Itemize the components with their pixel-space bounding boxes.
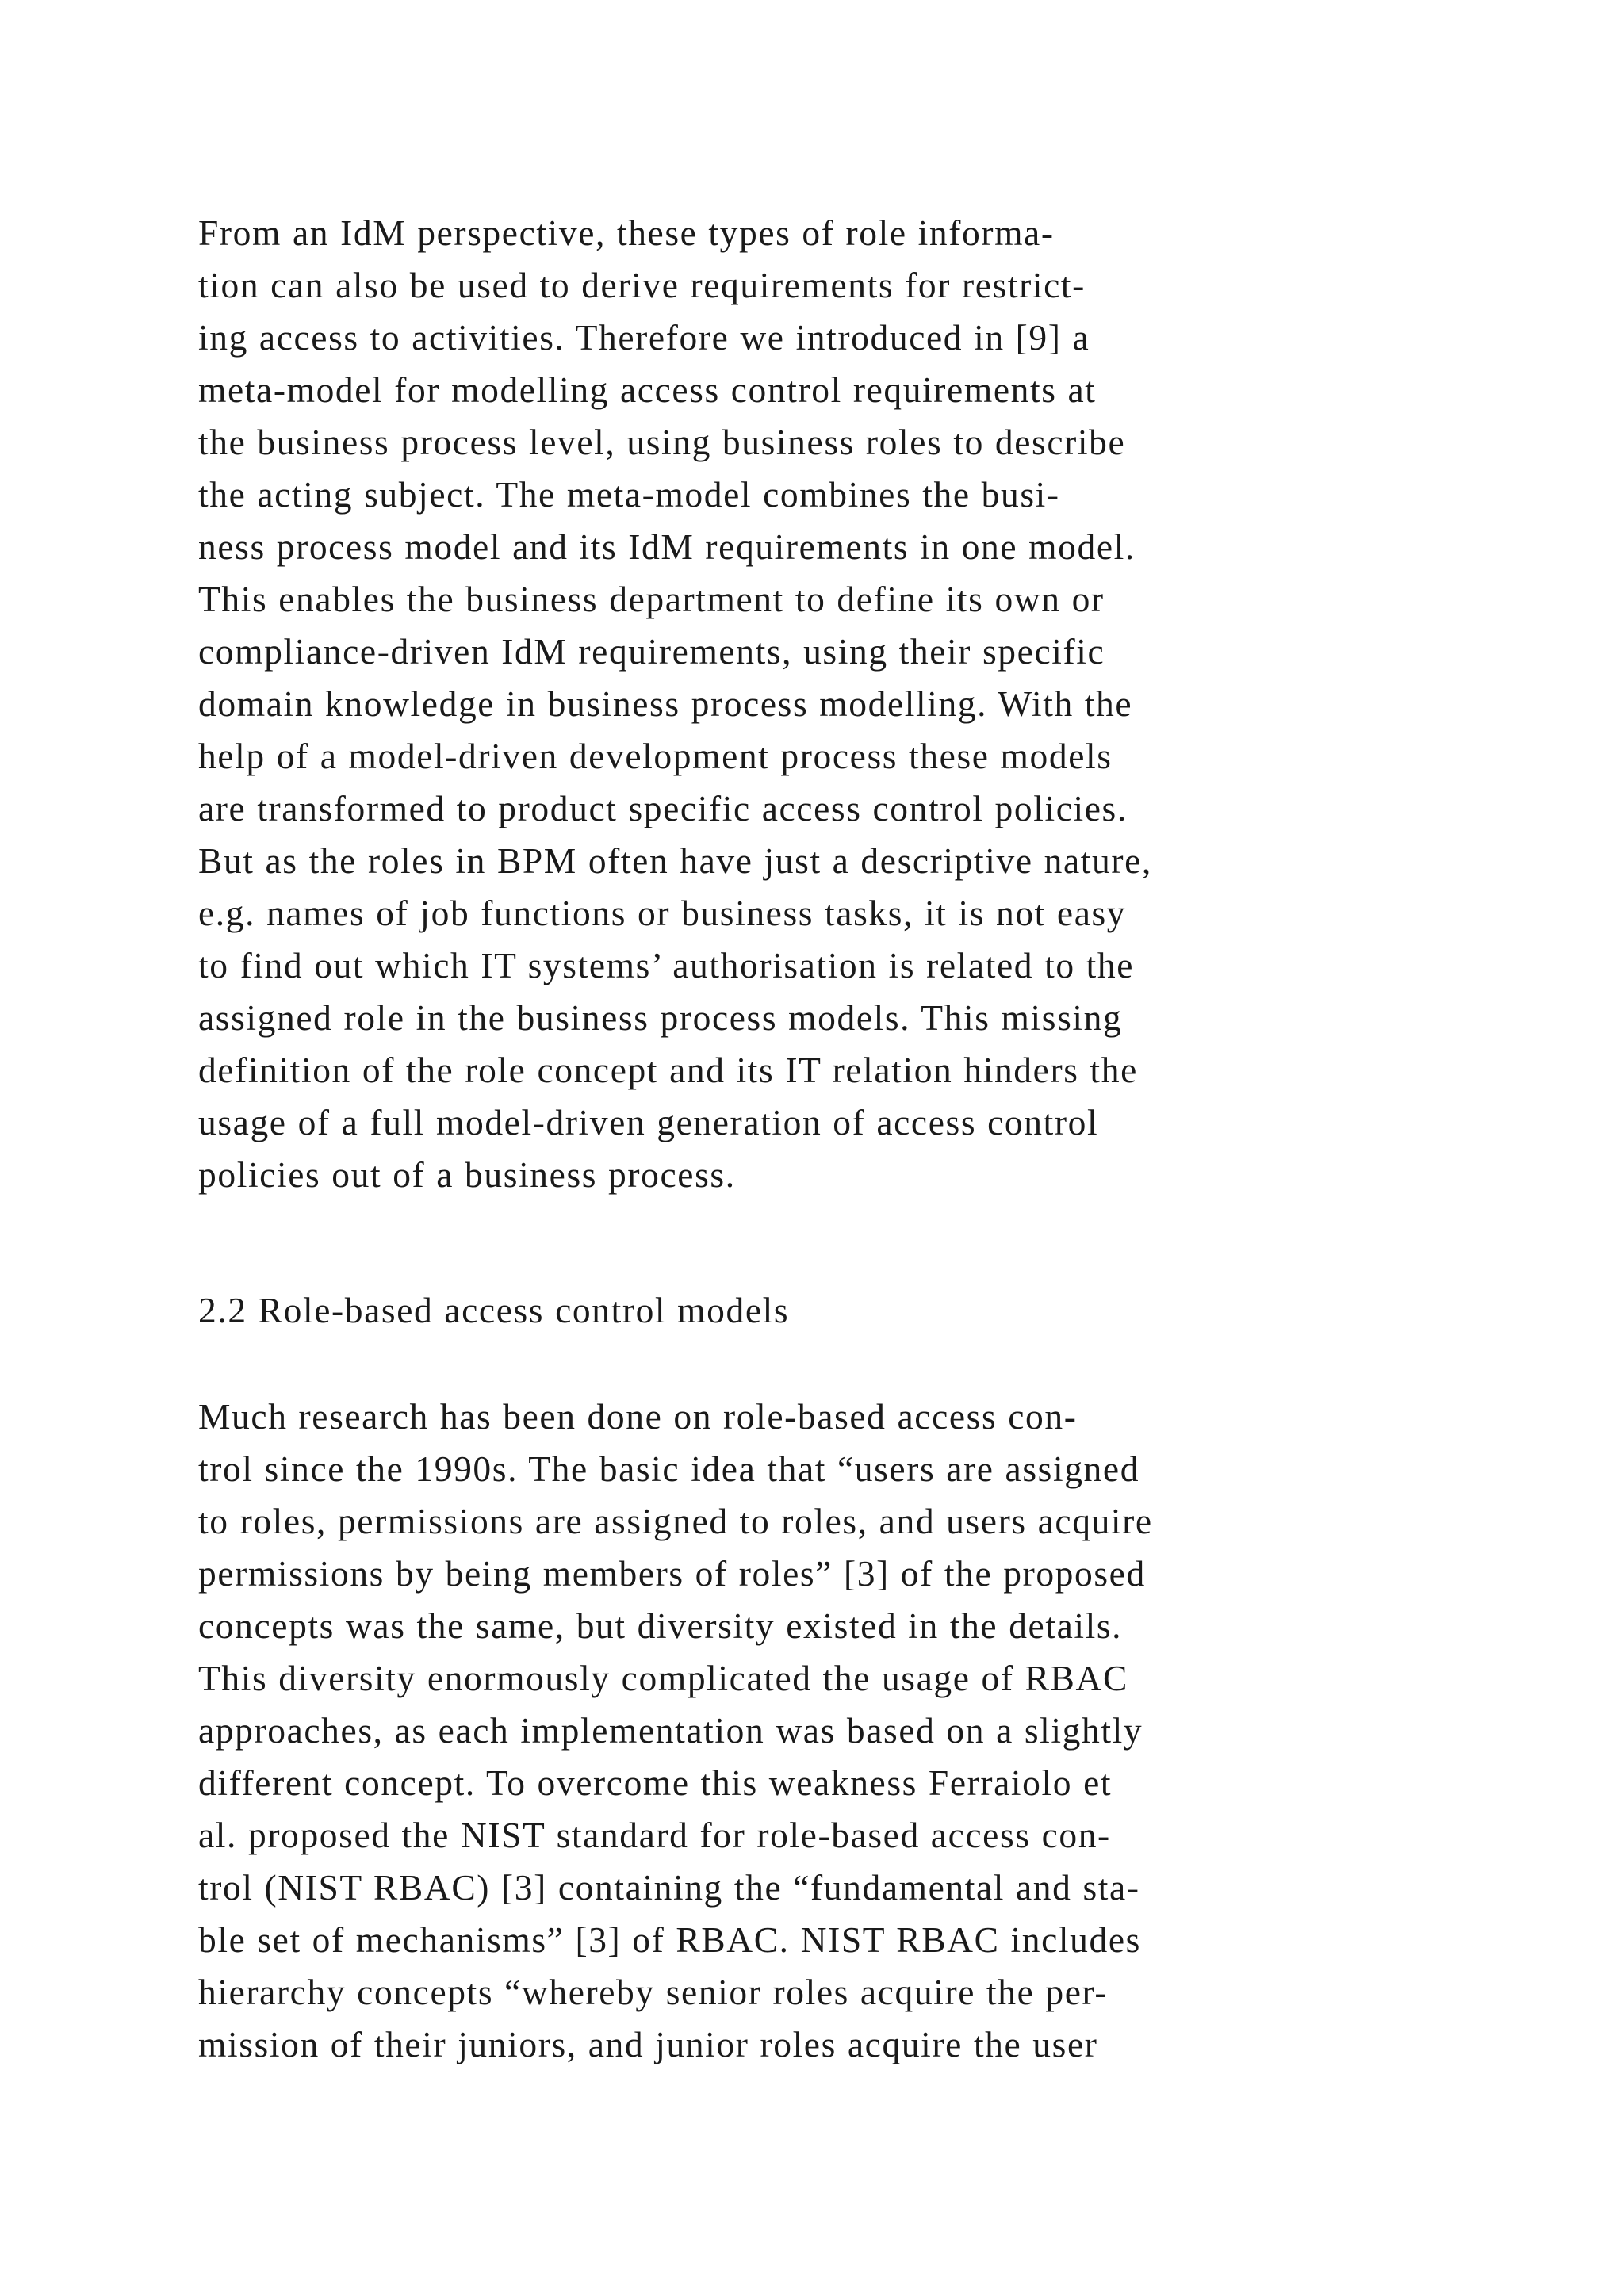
text-line: This diversity enormously complicated the usage of RBAC	[198, 1658, 1128, 1698]
text-line: usage of a full model-driven generation of access control	[198, 1102, 1099, 1142]
text-line: tion can also be used to derive requirements for restrict-	[198, 265, 1086, 305]
text-line: From an IdM perspective, these types of role informa-	[198, 212, 1055, 253]
text-line: the acting subject. The meta-model combines the busi-	[198, 474, 1060, 515]
text-line: trol since the 1990s. The basic idea that “users are assigned	[198, 1448, 1140, 1489]
text-line: to find out which IT systems’ authorisation is related to the	[198, 945, 1135, 985]
section-heading	[198, 1284, 1435, 1337]
text-line: concepts was the same, but diversity existed in the details.	[198, 1605, 1123, 1646]
text-line: policies out of a business process.	[198, 1154, 736, 1195]
text-line: to roles, permissions are assigned to roles, and users acquire	[198, 1501, 1153, 1541]
text-line: e.g. names of job functions or business tasks, it is not easy	[198, 893, 1127, 933]
text-line: al. proposed the NIST standard for role-based access con-	[198, 1815, 1111, 1855]
text-line: meta-model for modelling access control requirements at	[198, 369, 1097, 410]
text-line: domain knowledge in business process modelling. With the	[198, 683, 1133, 724]
text-line: ness process model and its IdM requirements in one model.	[198, 526, 1136, 567]
text-line: assigned role in the business process models. This missing	[198, 997, 1123, 1038]
text-line: the business process level, using business roles to describe	[198, 422, 1126, 462]
text-line: permissions by being members of roles” [3] of the proposed	[198, 1553, 1146, 1594]
text-line: help of a model-driven development process these models	[198, 736, 1113, 776]
text-line: definition of the role concept and its IT relation hinders the	[198, 1050, 1138, 1090]
paragraph-rbac-research	[198, 1391, 1435, 2071]
text-line: But as the roles in BPM often have just a descriptive nature,	[198, 840, 1152, 881]
text-line: are transformed to product specific access control policies.	[198, 788, 1128, 828]
text-line: approaches, as each implementation was based on a slightly	[198, 1710, 1143, 1751]
text-line: This enables the business department to define its own or	[198, 579, 1105, 619]
text-line: hierarchy concepts “whereby senior roles acquire the per-	[198, 1972, 1109, 2012]
text-line: mission of their juniors, and junior roles acquire the user	[198, 2024, 1098, 2064]
text-line: ble set of mechanisms” [3] of RBAC. NIST RBAC includes	[198, 1919, 1141, 1960]
text-line: compliance-driven IdM requirements, using their specific	[198, 631, 1105, 672]
paragraph-idm-perspective	[198, 207, 1435, 1201]
text-line: ing access to activities. Therefore we introduced in [9] a	[198, 317, 1090, 358]
section-heading-text: 2.2 Role-based access control models	[198, 1290, 790, 1330]
text-line: Much research has been done on role-based access con-	[198, 1396, 1078, 1437]
text-line: different concept. To overcome this weakness Ferraiolo et	[198, 1762, 1113, 1803]
text-line: trol (NIST RBAC) [3] containing the “fundamental and sta-	[198, 1867, 1140, 1908]
